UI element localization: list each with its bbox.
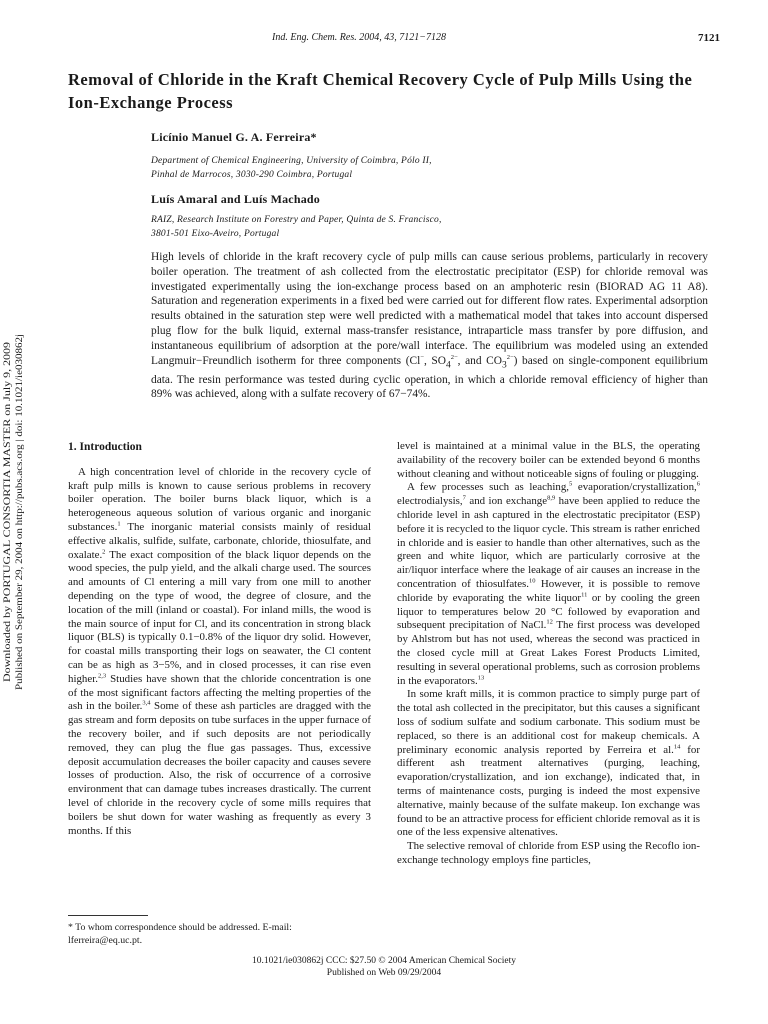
sidebar-download-line: Downloaded by PORTUGAL CONSORTIA MASTER on July 9, 2009 (3, 411, 13, 682)
page-number: 7121 (698, 32, 720, 44)
affiliation-coimbra (151, 155, 432, 182)
published-web-line: Published on Web 09/29/2004 (326, 968, 442, 978)
paragraph (397, 688, 700, 840)
body-text: and ion exchange (465, 495, 548, 508)
body-text: Studies have shown that the chloride concentration is one of the most significant factors affecting the melting properties of the ash in the boiler. (68, 672, 371, 713)
body-text: A few processes such as leaching, (407, 481, 570, 494)
author-ferreira: Licínio Manuel G. A. Ferreira* (151, 130, 317, 144)
body-text: have been applied to reduce the chloride level in ash captured in the electrostatic precipitator (ESP) before it is recycled to the liquor cycle. This stream is rather enriched in chloride and is easier to handle than other alternatives, such as the green and white liquor, which are particularly corrosive at the air/liquor interface where the leakage of air causes an increase in the concentration of thiosulfates. (397, 495, 700, 590)
abstract (151, 250, 708, 402)
affiliation-line: RAIZ, Research Institute on Forestry and Paper, Quinta de S. Francisco, (151, 215, 442, 225)
citation: 6 (696, 480, 700, 488)
body-text: The inorganic material consists mainly of residual effective alkalis, sulfide, sulfate, carbonate, chloride, thiosulfate, and oxalate. (68, 520, 371, 561)
body-text: The exact composition of the black liquor depends on the wood species, the pulp yield, and the alkali charge used. The sources and amounts of Cl entering a mill vary from one mill to another depending on the type of wood, the degree of closure, and the location of the mill (inland or coastal). For inland mills, the wood is the main source of input for Cl, and its concentration in strong black liquor (BLS) is typically 0.1−0.8% of the liquor dry solid. However, for coastal mills transporting their logs on seawater, the Cl content can be as high as 3−5%, and in closed processes, it can rise even higher. (68, 548, 371, 685)
body-text: In some kraft mills, it is common practice to simply purge part of the total ash collected in the precipitator, but this causes a significant loss of sodium sulfate and sodium carbonate. This sodium must be replaced, so there is an additional cost for makeup chemicals. A preliminary economic analysis reported by Ferreira et al. (397, 688, 700, 756)
citation: 2 (102, 547, 106, 555)
citation: 12 (546, 618, 553, 626)
section-heading: 1. Introduction (68, 441, 142, 453)
citation: 3,4 (142, 699, 151, 707)
superscript: 2− (506, 353, 514, 361)
citation: 10 (529, 577, 536, 585)
paragraph: level is maintained at a minimal value in the BLS, the operating availability of the recovery boiler can be extended beyond 6 months without cleaning and without noticeable signs of fouling or plugging. (397, 440, 700, 480)
sidebar-published-line: Published on September 29, 2004 on http://pubs.acs.org | doi: 10.1021/ie030862j (15, 382, 25, 690)
author-amaral-machado: Luís Amaral and Luís Machado (151, 192, 320, 206)
paragraph: The selective removal of chloride from ESP using the Recoflo ion-exchange technology employs fine particles, (397, 840, 700, 866)
citation: 14 (673, 742, 681, 750)
paper-title: Removal of Chloride in the Kraft Chemical Recovery Cycle of Pulp Mills Using the Ion-Exchange Process (68, 70, 693, 112)
body-text: for different ash treatment alternatives (purging, leaching, evaporation/crystallization, and ion exchange), indicated that, in terms of maintenance costs, purging is indeed the most expensive alternative, mainly because of the sulfate makeup. Ion exchange was found to be an attractive process for efficient chloride removal as it is one of the less expensive altenatives. (397, 743, 700, 839)
left-column (68, 440, 371, 838)
correspondence-footnote: * To whom correspondence should be addressed. E-mail: lferreira@eq.uc.pt. (68, 922, 292, 946)
abstract-text: ) based on single-component equilibrium data. The resin performance was tested during cyclic operation, in which a chloride removal efficiency of higher than 89% was achieved, along with a sulfate recovery of 67−74%. (151, 354, 708, 401)
subscript: 3 (501, 359, 507, 370)
abstract-text: , SO (423, 354, 446, 367)
citation: 8,9 (547, 494, 556, 502)
download-sidebar (2, 332, 26, 692)
subscript: 4 (445, 359, 451, 370)
body-text: The first process was developed by Ahlstrom but has not used, whereas the second was practiced in the closed cycle mill at Great Lakes Forest Products Limited, resulting in several operational problems, such as corrosion problems in the evaporators. (397, 619, 700, 687)
doi-copyright-line: 10.1021/ie030862j CCC: $27.50 © 2004 American Chemical Society (252, 956, 516, 966)
body-text: However, it is possible to remove chloride by evaporating the white liquor (397, 577, 700, 604)
journal-citation: Ind. Eng. Chem. Res. 2004, 43, 7121−7128 (272, 32, 446, 43)
citation: 5 (569, 480, 573, 488)
superscript: 2− (450, 353, 458, 361)
abstract-text: High levels of chloride in the kraft recovery cycle of pulp mills can cause serious problems, particularly in recovery boiler operation. The treatment of ash collected from the electrostatic precipitator (ESP) for chloride removal was investigated experimentally using the ion-exchange process based on an amphoteric resin (BIORAD AG 11 A8). Saturation and regeneration experiments in a fixed bed were carried out for different flow rates. Experimental adsorption results obtained in the saturation step were well predicted with a mathematical model that takes into account dispersed plug flow for the bulk liquid, external mass-transfer resistance, intraparticle mass transfer by pore diffusion, and instantaneous equilibrium of adsorption at the pore/wall interface. The equilibrium was modeled using an extended Langmuir−Freundlich isotherm for three components (Cl (151, 251, 708, 367)
paragraph (68, 466, 371, 839)
citation: 1 (117, 520, 121, 528)
citation: 13 (477, 673, 485, 681)
abstract-text: , and CO (457, 354, 502, 367)
body-text: Some of these ash particles are dragged with the gas stream and form deposits on tube surfaces in the upper furnace of the recovery boiler, and if such deposits are not periodically removed, they can plug the flue gas passages. Thus, excessive deposit accumulation decreases the boiler capacity and causes severe losses of production. Also, the risk of occurrence of a corrosive environment that can damage tubes increases drastically. The current level of chloride in the recovery cycle of some mills requires that boilers be shut down for water washing as frequently as every 3 months. If this (68, 700, 371, 837)
body-text: evaporation/crystallization, (572, 481, 697, 494)
body-text: electrodialysis, (397, 495, 463, 508)
affiliation-line: 3801-501 Eixo-Aveiro, Portugal (151, 228, 280, 239)
citation: 11 (581, 591, 588, 599)
body-text: A high concentration level of chloride in the recovery cycle of kraft pulp mills is known to cause serious problems in recovery boiler operation. The boiler burns black liquor, which is a heterogeneous aqueous solution of various organic and inorganic substances. (68, 465, 371, 533)
sidebar-svg (2, 332, 26, 692)
citation: 2,3 (97, 672, 107, 680)
affiliation-raiz (151, 214, 442, 241)
body-text: or by cooling the green liquor to temperatures below 20 °C followed by evaporation and subsequent precipitation of NaCl. (397, 591, 701, 632)
citation: 7 (462, 494, 466, 502)
affiliation-line: Pinhal de Marrocos, 3030-290 Coimbra, Portugal (151, 169, 353, 180)
footnote-rule (68, 915, 148, 916)
superscript: − (420, 353, 424, 361)
affiliation-line: Department of Chemical Engineering, University of Coimbra, Pólo II, (151, 156, 432, 166)
paragraph (397, 481, 700, 688)
right-column (397, 440, 700, 868)
